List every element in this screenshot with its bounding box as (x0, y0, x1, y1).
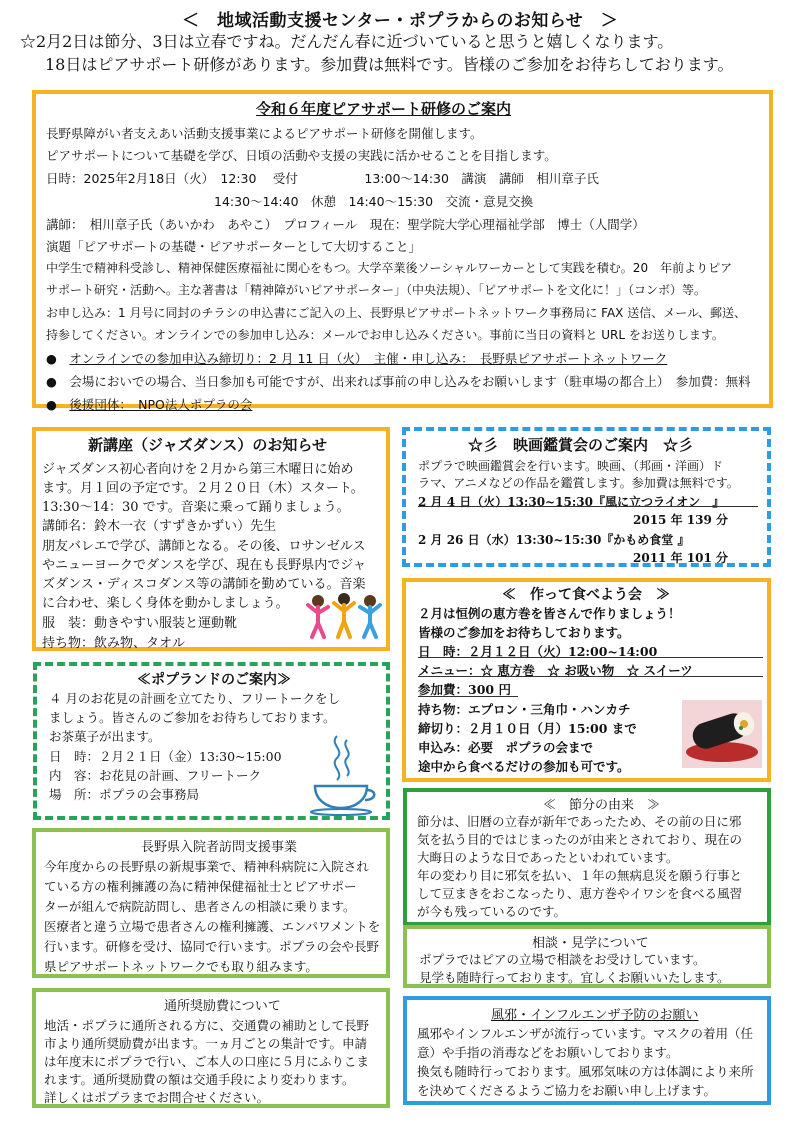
peer-bullet-1: ● オンラインでの参加申込み締切り：2 月 11 日（火） 主催・申し込み： 長野県ピアサポートネットワーク (46, 351, 668, 366)
jazz-line-10: 持ち物：飲み物、タオル (42, 636, 186, 651)
intro-line-2: 18日はピアサポート研修があります。参加費は無料です。皆様のご参加をお待ちしております。 (45, 55, 734, 74)
jazz-line-5: 朋友バレエで学び、講師となる。その後、ロサンゼルス (42, 539, 366, 554)
jazz-line-6: やニューヨークでダンスを学び、現在も長野県内でジャ (42, 558, 366, 573)
consult-line-1: ポプラではピアの立場で相談をお受けしています。 (419, 952, 706, 967)
popland-line-2: ましょう。皆さんのご参加をお待ちしております。 (49, 710, 336, 725)
hospital-line-6: 県ピアサポートネットワークでも取り組みます。 (44, 959, 318, 974)
dancers-icon (304, 591, 384, 641)
peer-line-1: 長野県障がい者支えあい活動支援事業によるピアサポート研修を開催します。 (46, 126, 483, 141)
teacup-icon (307, 734, 377, 816)
jazz-line-1: ジャズダンス初心者向けを２月から第三木曜日に始め (42, 462, 354, 477)
popland-line-4: 日 時：２月２１日（金）13:30~15:00 (49, 749, 282, 764)
popland-line-3: お茶菓子が出ます。 (49, 729, 161, 744)
peer-bullet-3: ● 後援団体： NPO法人ポプラの会 (46, 397, 253, 412)
peer-line-5: 講師： 相川章子氏（あいかわ あやこ） プロフィール 現在：聖学院大学心理福祉学部 博士（人間学） (46, 217, 645, 232)
movie-show-1-meta: 2015 年 139 分 (633, 513, 728, 527)
peer-line-6: 演題「ピアサポートの基礎・ピアサポーターとして大切すること」 (46, 239, 422, 254)
setsubun-line-3: 大晦日のような日であったといわれています。 (417, 850, 679, 865)
flu-line-2: 意）や手指の消毒などをお願いしております。 (417, 1045, 679, 1060)
jazz-line-3: 13:30～14：30 です。音楽に乗って踊りましょう。 (42, 500, 350, 515)
cooking-line-3: 日 時：２月１２日（火）12:00~14:00 (418, 644, 658, 659)
movie-line-1: ポプラで映画鑑賞会を行います。映画、（邦画・洋画）ド (418, 459, 724, 473)
popland-section (33, 662, 390, 820)
peer-line-9: お申し込み：1 月号に同封のチラシの申込書にご記入の上、長野県ピアサポートネットワーク事務局に FAX 送信、メール、郵送、 (46, 306, 746, 320)
setsubun-title: ≪ 節分の由来 ≫ (543, 798, 661, 813)
cooking-line-6: 持ち物：エプロン・三角巾・ハンカチ (418, 702, 631, 717)
peer-line-10: 持参してください。オンラインでの参加申し込み：メールでお申し込みください。事前に当日の資料と URL をお送りします。 (46, 328, 724, 342)
transport-line-2: 市より通所奨励費が出ます。一ヵ月ごとの集計です。申請 (44, 1036, 368, 1051)
peer-line-2: ピアサポートについて基礎を学び、日頃の活動や支援の実践に活かせることを目指します。 (46, 148, 557, 163)
peer-line-4: 14:30～14:40 休憩 14:40～15:30 交流・意見交換 (214, 194, 534, 209)
peer-support-section (32, 90, 773, 412)
consult-section (403, 925, 771, 988)
transport-section (32, 988, 390, 1108)
flu-line-4: を決めてくださるようご協力をお願い申し上げます。 (417, 1083, 717, 1098)
popland-line-6: 場 所：ポプラの会事務局 (49, 787, 200, 802)
bullet-icon: ● (46, 397, 70, 412)
page-title: ＜ 地域活動支援センター・ポプラからのお知らせ ＞ (182, 11, 619, 31)
bullet-icon: ● (46, 351, 70, 366)
peer-line-8: サポート研究・活動へ。主な著書は「精神障がいピアサポーター」（中央法規）、「ピアサポートを文化に！」（コンボ）等。 (46, 283, 707, 297)
peer-line-7: 中学生で精神科受診し、精神保健医療福祉に関心をもつ。大学卒業後ソーシャルワーカーとして実践を積む。20 年前よりピア (46, 261, 733, 275)
consult-title: 相談・見学について (532, 936, 649, 951)
cooking-line-2: 皆様のご参加をお待ちしております。 (418, 625, 630, 640)
transport-line-5: 詳しくはポプラまでお問合せください。 (44, 1090, 270, 1105)
cooking-line-8: 申込み：必要 ポプラの会まで (418, 740, 594, 755)
peer-support-title: 令和６年度ピアサポート研修のご案内 (256, 100, 512, 118)
flu-line-3: 換気も随時行っております。風邪気味の方は体調により来所 (417, 1064, 754, 1079)
cooking-section (402, 578, 771, 782)
transport-line-3: は年度末にポプラで行い、ご本人の口座に５月にふりこま (44, 1054, 370, 1069)
hospital-visit-section (32, 828, 390, 978)
setsubun-section (403, 788, 771, 926)
movie-show-2-meta: 2011 年 101 分 (633, 551, 728, 565)
transport-line-1: 地活・ポプラに通所される方に、交通費の補助として長野 (44, 1018, 370, 1033)
hospital-line-5: 行います。研修を受け、協同で行います。ポプラの会や長野 (44, 939, 380, 954)
jazz-line-9: 服 装：動きやすい服装と運動靴 (42, 616, 238, 631)
transport-title: 通所奨励費について (164, 999, 281, 1014)
popland-line-5: 内 容：お花見の計画、フリートーク (49, 768, 262, 783)
cooking-line-1: ２月は恒例の恵方巻を皆さんで作りましょう！ (418, 606, 681, 621)
setsubun-line-2: 気を払う目的ではじまったのが由来とされており、現在の (417, 832, 743, 847)
cooking-title: ≪ 作って食べよう会 ≫ (502, 587, 670, 603)
movie-title: ☆彡 映画鑑賞会のご案内 ☆彡 (468, 436, 694, 454)
jazz-line-2: ます。月１回の予定です。２月２０日（木）スタート。 (42, 481, 364, 496)
flu-prevention-section (403, 996, 771, 1105)
bullet-icon: ● (46, 374, 70, 389)
cooking-line-7: 締切り：２月１０日（月）15:00 まで (418, 721, 637, 736)
setsubun-line-4: 年の変わり目に邪気を払い、１年の無病息災を願う行事と (417, 868, 743, 883)
consult-line-2: 見学も随時行っております。宜しくお願いいたします。 (419, 970, 730, 985)
setsubun-line-6: が今も残っているのです。 (417, 904, 567, 919)
setsubun-line-1: 節分は、旧暦の立春が新年であったため、その前の日に邪 (417, 814, 742, 829)
flu-line-1: 風邪やインフルエンザが流行っています。マスクの着用（任 (417, 1026, 754, 1041)
cooking-line-4: メニュー：☆ 恵方巻 ☆ お吸い物 ☆ スイーツ (418, 663, 693, 678)
ehomaki-icon (682, 700, 762, 768)
peer-line-3: 日時：2025年2月18日（火） 12:30 受付 13:00～14:30 講演 講師 相川章子氏 (46, 171, 599, 186)
setsubun-line-5: して豆まきをおこなったり、恵方巻やイワシを食べる風習 (417, 886, 743, 901)
intro-line-1: ☆2月2日は節分、3日は立春ですね。だんだん春に近づいていると思うと嬉しくなります。 (20, 32, 674, 51)
hospital-line-2: ている方の権利擁護の為に精神保健福祉士とピアサポー (44, 879, 357, 894)
flu-title: 風邪・インフルエンザ予防のお願い (491, 1008, 699, 1023)
movie-show-2: 2 月 26 日（水）13:30~15:30『かもめ食堂 』 (418, 533, 690, 547)
jazz-line-4: 講師名：鈴木一衣（すずきかずい）先生 (42, 519, 277, 534)
hospital-line-1: 今年度からの長野県の新規事業で、精神科病院に入院され (44, 859, 369, 874)
peer-bullet-2: ● 会場においでの場合、当日参加も可能ですが、出来れば事前の申し込みをお願いします（駐車場の都合上） 参加費：無料 (46, 374, 751, 389)
jazz-dance-section (32, 427, 390, 651)
movie-line-2: ラマ、アニメなどの作品を鑑賞します。参加費は無料です。 (418, 476, 739, 490)
movie-section (402, 427, 771, 567)
transport-line-4: れます。通所奨励費の額は交通手段により変わります。 (44, 1072, 355, 1087)
cooking-line-5: 参加費：300 円 (418, 682, 511, 697)
movie-show-1: 2 月 4 日（火）13:30~15:30『風に立つライオン 』 (418, 495, 725, 509)
jazz-line-7: ズダンス・ディスコダンス等の講師を勤めている。音楽 (42, 577, 366, 592)
hospital-title: 長野県入院者訪問支援事業 (141, 840, 298, 855)
popland-line-1: ４ 月のお花見の計画を立てたり、フリートークをし (49, 691, 340, 706)
hospital-line-4: 医療者と違う立場で患者さんの権利擁護、エンパワメントを (44, 919, 381, 934)
jazz-line-8: に合わせ、楽しく身体を動かしましょう。 (42, 596, 289, 611)
jazz-title: 新講座（ジャズダンス）のお知らせ (88, 436, 327, 454)
cooking-line-9: 途中から食べるだけの参加も可です。 (418, 759, 630, 774)
hospital-line-3: ターが組んで病院訪問し、患者さんの相談に乗ります。 (44, 899, 356, 914)
popland-title: ≪ポプランドのご案内≫ (137, 672, 291, 688)
